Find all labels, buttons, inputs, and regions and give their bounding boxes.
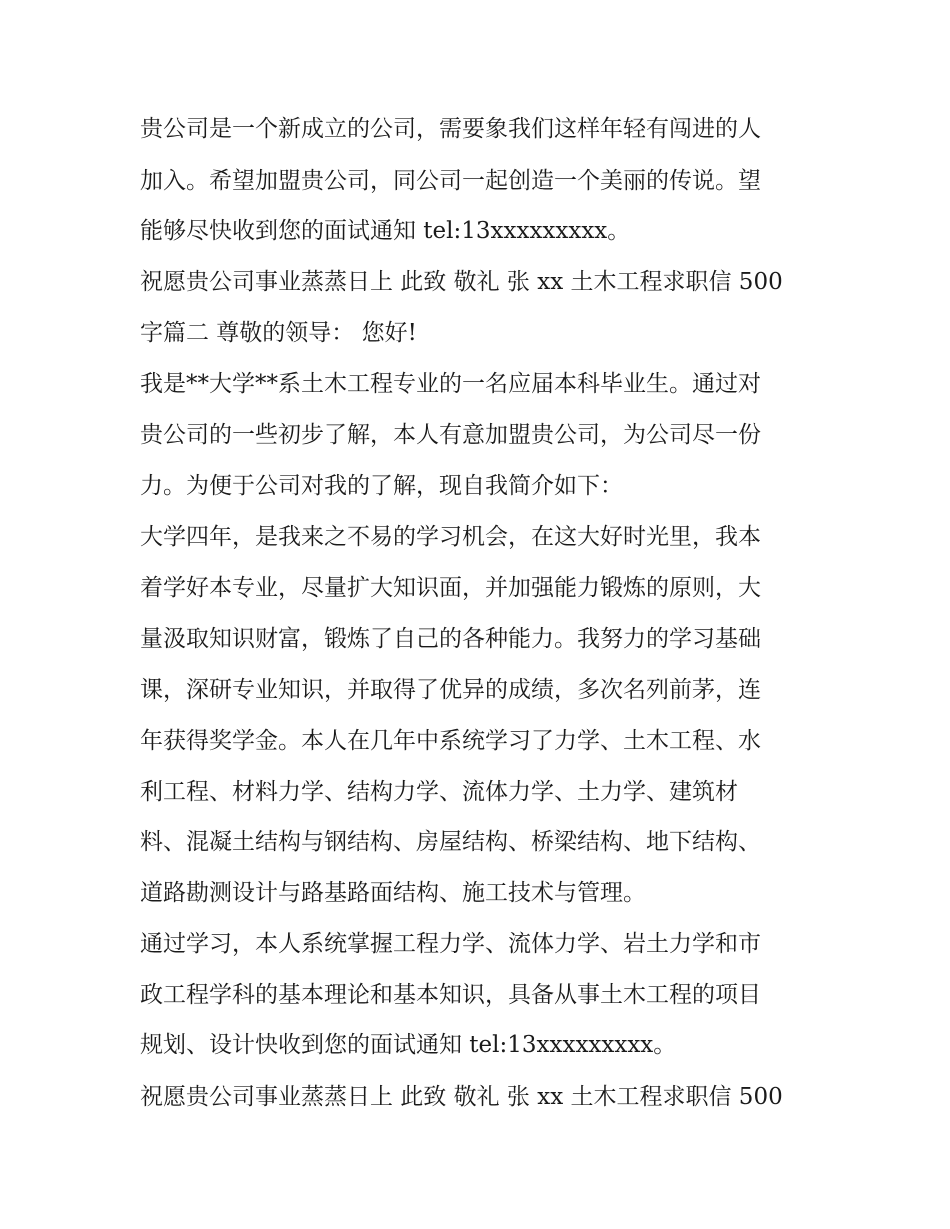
text-line: 道路勘测设计与路基路面结构、施工技术与管理。 (140, 880, 646, 906)
text-line: 力。为便于公司对我的了解，现自我简介如下： (140, 473, 623, 499)
text-line: 通过学习，本人系统掌握工程力学、流体力学、岩土力学和市 (140, 931, 761, 957)
text-line: 祝愿贵公司事业蒸蒸日上 此致 敬礼 张 xx 土木工程求职信 500 (140, 1084, 783, 1110)
text-line: 料、混凝土结构与钢结构、房屋结构、桥梁结构、地下结构、 (140, 829, 761, 855)
text-line: 能够尽快收到您的面试通知 tel:13xxxxxxxxx。 (140, 218, 631, 244)
text-line: 年获得奖学金。本人在几年中系统学习了力学、土木工程、水 (140, 728, 761, 754)
text-line: 我是**大学**系土木工程专业的一名应届本科毕业生。通过对 (140, 371, 761, 397)
text-line: 政工程学科的基本理论和基本知识，具备从事土木工程的项目 (140, 982, 761, 1008)
text-line: 贵公司的一些初步了解，本人有意加盟贵公司，为公司尽一份 (140, 422, 761, 448)
text-line: 大学四年，是我来之不易的学习机会，在这大好时光里，我本 (140, 524, 761, 550)
text-line: 祝愿贵公司事业蒸蒸日上 此致 敬礼 张 xx 土木工程求职信 500 (140, 269, 783, 295)
text-line: 字篇二 尊敬的领导： 您好! (140, 320, 417, 346)
text-line: 课，深研专业知识，并取得了优异的成绩，多次名列前茅，连 (140, 677, 761, 703)
text-line: 利工程、材料力学、结构力学、流体力学、土力学、建筑材 (140, 779, 738, 805)
text-line: 贵公司是一个新成立的公司，需要象我们这样年轻有闯进的人 (140, 116, 761, 142)
text-line: 加入。希望加盟贵公司，同公司一起创造一个美丽的传说。望 (140, 168, 761, 194)
text-line: 着学好本专业，尽量扩大知识面，并加强能力锻炼的原则，大 (140, 575, 761, 601)
text-line: 量汲取知识财富，锻炼了自己的各种能力。我努力的学习基础 (140, 626, 761, 652)
text-line: 规划、设计快收到您的面试通知 tel:13xxxxxxxxx。 (140, 1032, 677, 1058)
